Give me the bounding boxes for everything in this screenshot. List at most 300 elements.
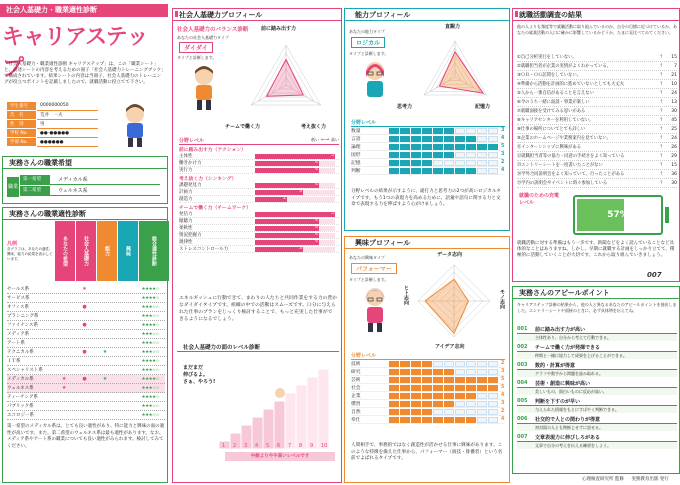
job-item-text: ②就職担当者が企業の実情がよくわかっている。 [517, 64, 612, 69]
appeal-point [517, 415, 677, 431]
stair-step-number: 10 [321, 443, 328, 449]
ability-radar-label-top: 直観力 [445, 24, 461, 30]
ability-row-cell [466, 160, 476, 166]
student-info-label: 学校 No. [7, 129, 37, 138]
interest-row-cell [488, 369, 498, 375]
interest-radar-label-left: ヒト志向 [403, 285, 409, 305]
wish-row [20, 186, 160, 196]
interest-row-cell [389, 385, 399, 391]
ability-row-cell [433, 168, 443, 174]
basic-item-label: 傾聴力 [179, 219, 193, 224]
charge-comment: 就職活動に対する準備はもう一歩です。新聞などをよく読んでいることなど具体的なことはありますね。しかし、早期に就職する計画をしっかり立てて、積極的に活動していくことが大切です。これから取り組んでいきましょう。 [517, 241, 675, 259]
student-info-value: 荒井 一夫 [37, 111, 99, 120]
aptitude-cell: ● [82, 304, 87, 310]
aptitude-row-name: オフィス系 [7, 305, 30, 310]
interest-row-label: 研究 [351, 370, 361, 375]
aptitude-row-name: アート系 [7, 341, 25, 346]
job-item-text: ⑭学外合同説明会をよく知っていて、行ったことがある [517, 172, 625, 177]
job-item-text: ⑬エントリーシートを一度書いたことがない [517, 163, 603, 168]
aptitude-row-name: パブリック系 [7, 404, 34, 409]
basic-item-row [179, 182, 339, 189]
wish-section [2, 156, 168, 204]
stair-step-number: 7 [288, 443, 292, 449]
interest-row-label: 芸術 [351, 378, 361, 383]
ability-row-value: 3 [501, 128, 505, 133]
basic-item-bar [255, 233, 319, 238]
aptitude-stars: ★★★★☆ [141, 358, 160, 364]
ability-row-label: 言語 [351, 137, 361, 142]
job-item-arrow-icon: ↑ [659, 180, 664, 186]
battery-gauge [573, 195, 663, 235]
aptitude-stars: ★★★☆☆ [141, 349, 160, 355]
aptitude-column-header: 興味 [118, 221, 138, 281]
appeal-point-title: 数的・計算が得意 [535, 362, 576, 369]
student-info-row [7, 129, 99, 138]
job-item-arrow-icon: ↑ [659, 135, 664, 141]
ability-row-cell [466, 144, 476, 150]
ability-row-cell [455, 152, 465, 158]
student-avatar [118, 102, 152, 148]
job-item-row [517, 125, 677, 134]
aptitude-stars: ★★★★☆ [141, 394, 160, 400]
job-item-row [517, 161, 677, 170]
interest-row-cell [455, 377, 465, 383]
aptitude-cell: ★ [61, 385, 67, 391]
interest-row-cell [389, 393, 399, 399]
aptitude-rows [7, 285, 165, 420]
interest-row-cell [389, 417, 399, 423]
job-item-text: ①自己分析実行をしていない。 [517, 55, 577, 60]
level-staircase [219, 359, 335, 449]
job-item-value: 13 [671, 99, 677, 105]
basic-item-row [179, 239, 339, 246]
ability-row-cell [411, 144, 421, 150]
ability-row-cell [477, 160, 487, 166]
step-text-2: 伸びるよ。 [183, 372, 209, 378]
aptitude-cell: ★ [102, 349, 108, 355]
aptitude-row-name: ティーチング系 [7, 395, 38, 400]
student-info-label: 学生番号 [7, 102, 37, 111]
appeal-point-no: 003 [517, 362, 528, 368]
interest-row-cell [411, 409, 421, 415]
interest-comment: 人間相手で、事務的ではなく創造性が活かせる仕事に興味があります。このような特徴を備えた仕事から、パフォーマー（演技・俳優者）という名前でよばれるタイプです。 [351, 443, 503, 461]
ability-row-cell [477, 128, 487, 134]
ability-row-cell [433, 136, 443, 142]
aptitude-row [7, 348, 165, 357]
basic-item-value: 4 [315, 181, 318, 187]
basic-item-row [179, 189, 339, 196]
ability-row-cell [455, 128, 465, 134]
aptitude-section [2, 207, 168, 483]
interest-section [344, 236, 510, 483]
appeal-intro: キャリアステップ診断の結果から、他の人と異なるあなたのアピールポイントを抽出しました。エントリーシートや面接のときに、必ず具体例を伝えてね。 [517, 302, 677, 313]
appeal-point-head [517, 433, 677, 442]
aptitude-stars: ★★★☆☆ [141, 385, 160, 391]
step-title: 社会人基礎力の面のレベル診断 [177, 343, 339, 352]
job-item-arrow-icon: ↑ [659, 81, 664, 87]
job-item-row [517, 179, 677, 188]
aptitude-cell: ● [82, 376, 87, 382]
aptitude-row [7, 294, 165, 303]
interest-row-value: 5 [501, 377, 505, 382]
interest-row-cell [389, 361, 399, 367]
aptitude-row-name: スペシャリスト系 [7, 368, 43, 373]
interest-row [351, 400, 505, 408]
interest-row-cell [455, 401, 465, 407]
basic-item-label: ストレスコントロール力 [179, 247, 229, 252]
ability-title: 能力プロフィール [345, 9, 509, 21]
logo-007: 007 [647, 271, 662, 279]
aptitude-column-header: 社会人基礎力 [76, 221, 96, 281]
basic-item-bar [255, 212, 335, 217]
ability-row [351, 167, 505, 175]
stair-step-number: 5 [266, 443, 270, 449]
interest-row-cell [400, 377, 410, 383]
appeal-point-head [517, 415, 677, 424]
ability-row-cell [488, 128, 498, 134]
interest-row [351, 384, 505, 392]
appeal-point-sub: 文章で自分の考えを伝える練習をしよう。 [517, 442, 677, 449]
aptitude-row-name: メディカル系 [7, 377, 34, 382]
ability-row-cell [455, 160, 465, 166]
balance-title: 社会人基礎力のバランス診断 [177, 27, 249, 33]
appeal-point-title: 前に踏み出す力が高い [535, 326, 586, 333]
stair-step-number: 6 [277, 443, 281, 449]
appeal-point-head [517, 343, 677, 352]
interest-row-cell [477, 377, 487, 383]
stair-step [274, 401, 285, 449]
aptitude-stars: ★★★☆☆ [141, 403, 160, 409]
student-info-value: 0000000050 [37, 102, 99, 111]
column-basic-ability [172, 0, 342, 485]
interest-row-cell [466, 369, 476, 375]
basic-comment: エネルギッシュに行動できて、まわりの人たちと共同作業をする力の豊かなダイダイタイプです。組織の中での活動はスムーズです。口分に与えられた仕事のプランをじっくり検討することで、もっと充実した仕事ができるようになるでしょう。 [179, 296, 338, 322]
ability-row-cell [488, 144, 498, 150]
ability-row-cell [411, 128, 421, 134]
interest-row-cell [422, 369, 432, 375]
job-item-text: ⑤人から一番自信があることを言えない [517, 91, 594, 96]
ability-row-cell [433, 144, 443, 150]
ability-row-cell [444, 144, 454, 150]
ability-row-cell [444, 168, 454, 174]
job-item-value: 24 [671, 90, 677, 96]
wish-row [20, 175, 160, 185]
ability-row-cell [466, 168, 476, 174]
interest-row-label: 慣習 [351, 402, 361, 407]
appeal-point-no: 002 [517, 344, 528, 350]
interest-row-cell [466, 401, 476, 407]
job-item-text: ④準備から活動を計画的に進めていないとしても大丈夫 [517, 82, 624, 87]
appeal-point [517, 361, 677, 377]
student-info-label: 学部 No. [7, 138, 37, 147]
ability-level-table [351, 119, 505, 175]
job-item-arrow-icon: ↑ [659, 90, 664, 96]
aptitude-row [7, 402, 165, 411]
aptitude-stars: ★★★★☆ [141, 322, 160, 328]
basic-item-label: 課題発見力 [179, 183, 202, 188]
ability-row-cell [477, 144, 487, 150]
basic-item-bar [255, 183, 319, 188]
ability-radar-chart [405, 31, 505, 111]
aptitude-row-name: ウェルネス系 [7, 386, 34, 391]
job-item-row [517, 98, 677, 107]
student-info-row [7, 111, 99, 120]
interest-row-cell [433, 409, 443, 415]
ability-row-cell [455, 168, 465, 174]
job-item-text: ⑥今のうち一緒に面談・事業が楽しい [517, 100, 590, 105]
interest-row-cell [411, 385, 421, 391]
aptitude-title: 実務さんの職業適性診断 [3, 208, 167, 220]
basic-item-value: 4 [315, 231, 318, 237]
job-item-row [517, 116, 677, 125]
job-intro: 他の人よりも頻度等で就職活動に取り組んでいるのか、自分の目標に近づけているか、あなたの就業活動の入口に確かに影響しているかどうか、たまに見比べてみてください。 [517, 24, 677, 35]
ability-row-cell [411, 160, 421, 166]
job-item-value: 15 [671, 162, 677, 168]
stair-step-number: 9 [310, 443, 314, 449]
ability-row-cell [400, 128, 410, 134]
basic-item-bar [255, 226, 319, 231]
footer-text-1: 心理検査研究所 監修 [582, 477, 624, 482]
ability-row-value: 2 [501, 160, 505, 165]
interest-row-cell [444, 385, 454, 391]
basic-item-track [255, 154, 335, 159]
interest-row-cell [422, 361, 432, 367]
interest-row-cell [455, 409, 465, 415]
aptitude-stars: ★★★★☆ [141, 376, 160, 382]
interest-row-cell [444, 417, 454, 423]
appeal-point-title: 社交的で人との関わりが得意 [535, 416, 601, 423]
aptitude-cell: ★ [102, 376, 108, 382]
radar-shape [439, 52, 483, 93]
interest-type: パフォーマー [351, 263, 397, 274]
aptitude-row [7, 366, 165, 375]
interest-row-cell [488, 393, 498, 399]
basic-item-label: 主体性 [179, 154, 193, 159]
job-item-value: 7 [674, 63, 677, 69]
job-item-text: ⑮学内の説明会やイベントに時々参加している [517, 181, 608, 186]
ability-row-cell [411, 168, 421, 174]
job-item-row [517, 71, 677, 80]
stair-step-number: 4 [255, 443, 259, 449]
ability-comment: 分野レベルの結果が示すように、違打力と思考力の2つが高いロジカルタイプです。もう1つの表現力を高めるために、語彙や語句に関する力と文章で表現する力を伸ばすよう心がけましょう。 [351, 189, 501, 207]
ability-row [351, 135, 505, 143]
scale-high: 高い [331, 137, 339, 142]
interest-row-value: 2 [501, 409, 505, 414]
job-item-text: ⑫就職担当者等の協力・同意の手続きをよく知っている [517, 154, 625, 159]
column-career-profile [0, 0, 170, 485]
job-item-arrow-icon: ↑ [659, 171, 664, 177]
job-item-value: 26 [671, 144, 677, 150]
ability-row-cell [400, 136, 410, 142]
interest-row-cell [488, 401, 498, 407]
ability-row-cell [444, 136, 454, 142]
interest-row-cell [466, 385, 476, 391]
job-item-arrow-icon: ↑ [659, 144, 664, 150]
radar-shape [267, 59, 304, 96]
appeal-point-sub: 美しいもの、面白いものに反応が高い。 [517, 388, 677, 395]
ability-row-cell [400, 152, 410, 158]
basic-item-track [255, 168, 335, 173]
stair-step-number: 3 [244, 443, 248, 449]
ability-row-cell [389, 144, 399, 150]
aptitude-row-name: サービス系 [7, 296, 30, 301]
step-speech [183, 365, 215, 386]
ability-row-cell [433, 128, 443, 134]
job-item-text: ⑧キャリアセンターを利用していない。 [517, 118, 594, 123]
basic-item-label: 柔軟性 [179, 226, 193, 231]
basic-item-value: 3 [299, 188, 302, 194]
basic-radar-label-right: 考え抜く力 [301, 124, 327, 130]
aptitude-comment: 第一希望のメディカル系は、とても良い適性があり、特に能力と興味の面の適性が高いです。また、第二希望のウェルネス系は最も適性があります。なお、メディア系やアート系の職業についても良い適性がみられます。検討してみてください。 [7, 424, 165, 449]
ability-row-cell [455, 136, 465, 142]
interest-row-cell [400, 417, 410, 423]
aptitude-column-header: あなたの希望 [55, 221, 75, 281]
job-item-row [517, 107, 677, 116]
ability-row-cell [400, 144, 410, 150]
basic-item-label: 創造力 [179, 197, 193, 202]
interest-row [351, 408, 505, 416]
wish-value: ウェルネス系 [58, 188, 88, 194]
basic-section [172, 8, 342, 483]
basic-group-title: 前に踏み出す力（アクション） [179, 148, 246, 153]
ability-row-cell [400, 168, 410, 174]
interest-avatar [359, 285, 391, 335]
interest-row-cell [422, 377, 432, 383]
basic-item-label: 情況把握力 [179, 233, 202, 238]
basic-item-value: 5 [331, 210, 334, 216]
interest-row-cell [455, 385, 465, 391]
appeal-point-sub: 仲間と一緒に協力して成果を上げることができる。 [517, 352, 677, 359]
aptitude-stars: ★★★☆☆ [141, 367, 160, 373]
ability-row-cell [422, 152, 432, 158]
basic-type-caption: あなたの社会人基礎力タイプ [177, 35, 229, 40]
ability-row-cell [389, 168, 399, 174]
interest-radar-label-top: データ志向 [437, 252, 463, 258]
job-item-row [517, 80, 677, 89]
basic-item-track [255, 212, 335, 217]
job-item-value: 36 [671, 171, 677, 177]
aptitude-column-headers [55, 221, 165, 281]
student-info-value: 男 [37, 120, 99, 129]
basic-item-label: 計画力 [179, 190, 193, 195]
aptitude-stars: ★★★☆☆ [141, 304, 160, 310]
basic-item-bar [255, 168, 319, 173]
student-info-value: ●●●●●● [37, 138, 99, 147]
intro-text: 「社会人基礎力・職業適性診断 キャリアステップ」は、この「職業シート」と、前述シートの内容を考えるための冊子「社会人基礎力トレーニングブック」で構成されています。結果シートの内容は当冊子、社会人基礎力のトレーニングが役立つポイントを記載しましたので、就職活動に役立てて下さい。 [4, 62, 164, 85]
interest-title: 興味プロフィール [345, 237, 509, 249]
basic-item-label: 発信力 [179, 212, 193, 217]
ability-row-cell [411, 136, 421, 142]
basic-item-value: 3 [299, 245, 302, 251]
interest-radar-chart [409, 257, 499, 343]
ability-row-cell [389, 160, 399, 166]
basic-type: ダイダイ [179, 42, 213, 53]
aptitude-row [7, 357, 165, 366]
aptitude-row [7, 375, 165, 384]
interest-row-cell [455, 393, 465, 399]
ability-radar-label-right: 記憶力 [475, 104, 491, 110]
appeal-point-sub: グラフや数字から問題を読み取れる。 [517, 370, 677, 377]
basic-radar-label-top: 前に踏み出す力 [261, 26, 297, 32]
job-item-value: 30 [671, 108, 677, 114]
interest-row-cell [477, 385, 487, 391]
basic-item-track [255, 240, 335, 245]
aptitude-stars: ★★★★☆ [141, 286, 160, 292]
student-info-row [7, 120, 99, 129]
basic-radar-chart [231, 33, 341, 123]
basic-item-value: 4 [315, 217, 318, 223]
basic-type-note: タイプと診断します。 [177, 55, 217, 60]
battery-percent: 57% [607, 210, 629, 220]
job-item-row [517, 143, 677, 152]
job-item-arrow-icon: ↑ [659, 162, 664, 168]
interest-row-cell [477, 361, 487, 367]
appeal-point-no: 004 [517, 380, 528, 386]
interest-row-cell [444, 369, 454, 375]
interest-row [351, 416, 505, 424]
interest-row-cell [477, 417, 487, 423]
basic-item-track [255, 247, 335, 252]
ability-row-cell [422, 136, 432, 142]
job-items [517, 53, 677, 188]
student-info-value: ●●-●●●●● [37, 129, 99, 138]
basic-item-label: 規律性 [179, 240, 193, 245]
aptitude-row-name: プランニング系 [7, 314, 39, 319]
interest-row-cell [466, 393, 476, 399]
interest-row [351, 392, 505, 400]
interest-row-value: 4 [501, 417, 505, 422]
interest-row-cell [477, 401, 487, 407]
stair-step-number: 8 [299, 443, 303, 449]
interest-row-cell [400, 409, 410, 415]
appeal-point-no: 001 [517, 326, 528, 332]
interest-row-cell [400, 361, 410, 367]
job-item-text: ③ＯＢ・ＯＧ訪問をしていない。 [517, 73, 582, 78]
wish-rank: 第二希望 [20, 186, 50, 196]
subtitle-banner: 社会人基礎力・職業適性診断 [0, 4, 168, 17]
interest-row-cell [488, 417, 498, 423]
ability-row-value: 5 [501, 144, 505, 149]
battery-tip [665, 207, 669, 223]
stair-step [307, 377, 318, 449]
ability-row-cell [400, 160, 410, 166]
interest-row-cell [411, 361, 421, 367]
interest-type-note: タイプと診断します。 [349, 277, 389, 282]
appeal-point-title: 芸術・創造に興味が高い [535, 380, 591, 387]
ability-row-cell [389, 152, 399, 158]
job-item-arrow-icon: ↑ [659, 117, 664, 123]
job-item-row [517, 170, 677, 179]
interest-row-cell [400, 401, 410, 407]
basic-group-title: 考え抜く力（シンキング） [179, 177, 237, 182]
appeal-point-head [517, 361, 677, 370]
ability-row-cell [455, 144, 465, 150]
interest-row-cell [411, 401, 421, 407]
ability-row-cell [488, 152, 498, 158]
interest-radar-label-bottom: アイデア志向 [435, 344, 465, 350]
basic-item-track [255, 233, 335, 238]
ability-row-cell [488, 160, 498, 166]
interest-row-cell [389, 377, 399, 383]
ability-row-cell [422, 160, 432, 166]
job-item-arrow-icon: ↑ [659, 126, 664, 132]
interest-row-cell [466, 409, 476, 415]
charge-title: 就職のための充電レベル [519, 193, 560, 206]
appeal-point [517, 325, 677, 341]
wish-value: メディカル系 [58, 177, 88, 183]
stair-person-icon [275, 388, 285, 398]
basic-item-track [255, 183, 335, 188]
